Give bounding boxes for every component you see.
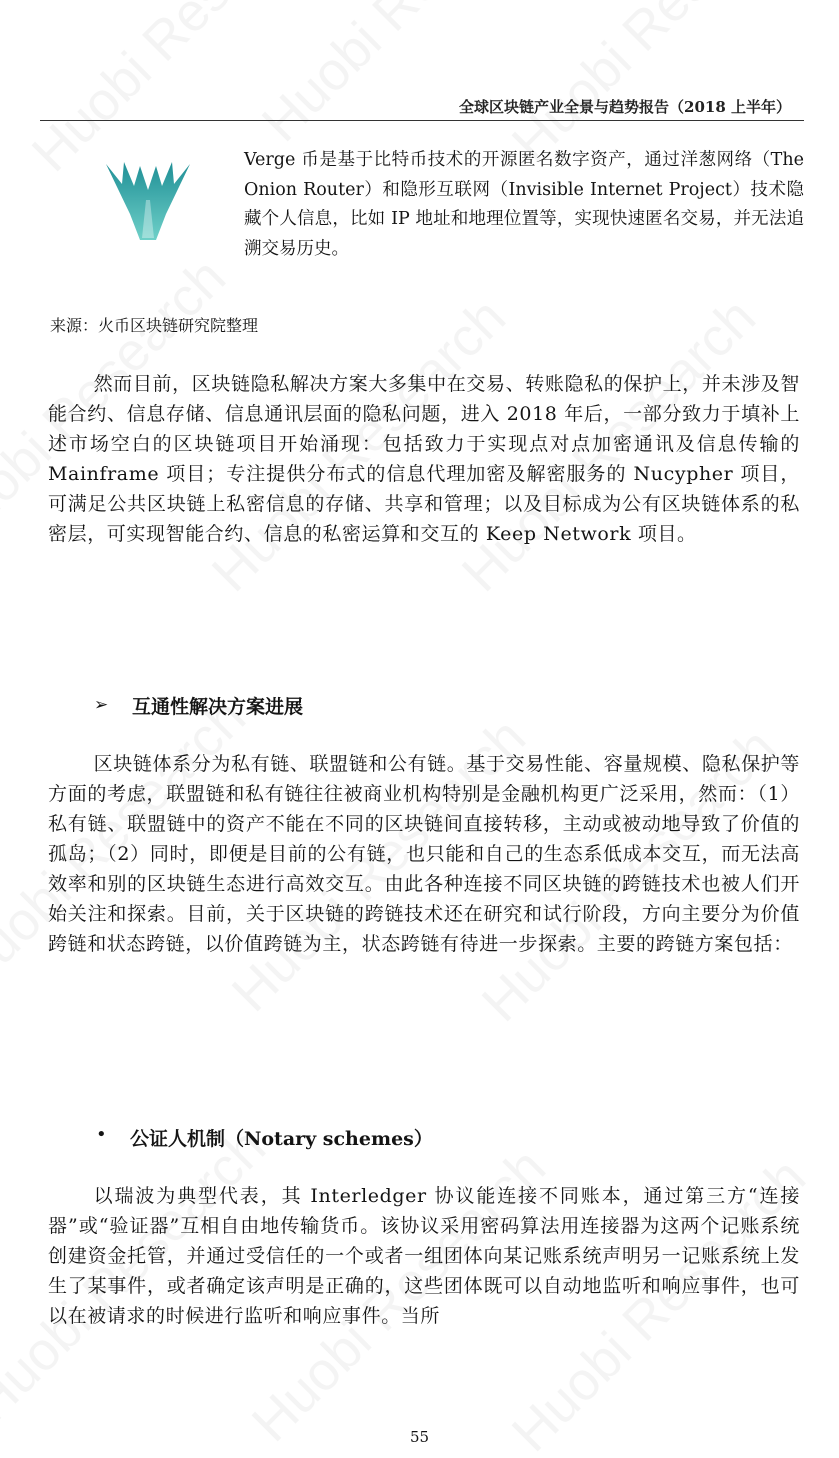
subheading-notary: 公证人机制（Notary schemes） [130,1128,433,1150]
paragraph-interop: 区块链体系分为私有链、联盟链和公有链。基于交易性能、容量规模、隐私保护等方面的考虑，联盟链和私有链往往被商业机构特别是金融机构更广泛采用，然而：（1）私有链、联盟链中的资产不能在不同的区块链间直接转移，主动或被动地导致了价值的孤岛；（2）同时，即便是目前的公有链，也只能和自己的生态系低成本交互，而无法高效率和别的区块链生态进行高效交互。由此各种连接不同区块链的跨链技术也被人们开始关注和探索。目前，关于区块链的跨链技术还在研究和试行阶段，方向主要分为价值跨链和状态跨链，以价值跨链为主，状态跨链有待进一步探索。主要的跨链方案包括： [48,753,800,955]
watermark [250,0,568,154]
coin-description: Verge 币是基于比特币技术的开源匿名数字资产，通过洋葱网络（The Onion Router）和隐形互联网（Invisible Internet Project）技术隐藏个人信息，比如 IP 地址和地理位置等，实现快速匿名交易，并无法追溯交易历史。 [244,150,804,259]
arrow-bullet-icon: ➢ [94,695,109,715]
source-note: 来源：火币区块链研究院整理 [50,316,259,335]
section-heading-interop: 互通性解决方案进展 [132,696,304,718]
paragraph-privacy: 然而目前，区块链隐私解决方案大多集中在交易、转账隐私的保护上，并未涉及智能合约、信息存储、信息通讯层面的隐私问题，进入 2018 年后，一部分致力于填补上述市场空白的区块链项目开始涌现：包括致力于实现点对点加密通讯及信息传输的 Mainframe 项目；专注提供分布式的信息代理加密及解密服务的 Nucypher 项目，可满足公共区块链上私密信息的存储、共享和管理；以及目标成为公有区块链体系的私密层，可实现智能合约、信息的私密运算和交互的 Keep Network 项目。 [48,373,800,545]
bullet-icon: • [96,1124,107,1145]
header-divider [40,120,804,121]
verge-logo-icon [106,160,190,242]
running-header: 全球区块链产业全景与趋势报告（2018 上半年） [459,98,791,116]
paragraph-notary: 以瑞波为典型代表，其 Interledger 协议能连接不同账本，通过第三方“连接器”或“验证器”互相自由地传输货币。该协议采用密码算法用连接器为这两个记账系统创建资金托管，并通过受信任的一个或者一组团体向某记账系统声明另一记账系统上发生了某事件，或者确定该声明是正确的，这些团体既可以自动地监听和响应事件，也可以在被请求的时候进行监听和响应事件。当所 [48,1185,800,1327]
page-number: 55 [409,1428,430,1446]
